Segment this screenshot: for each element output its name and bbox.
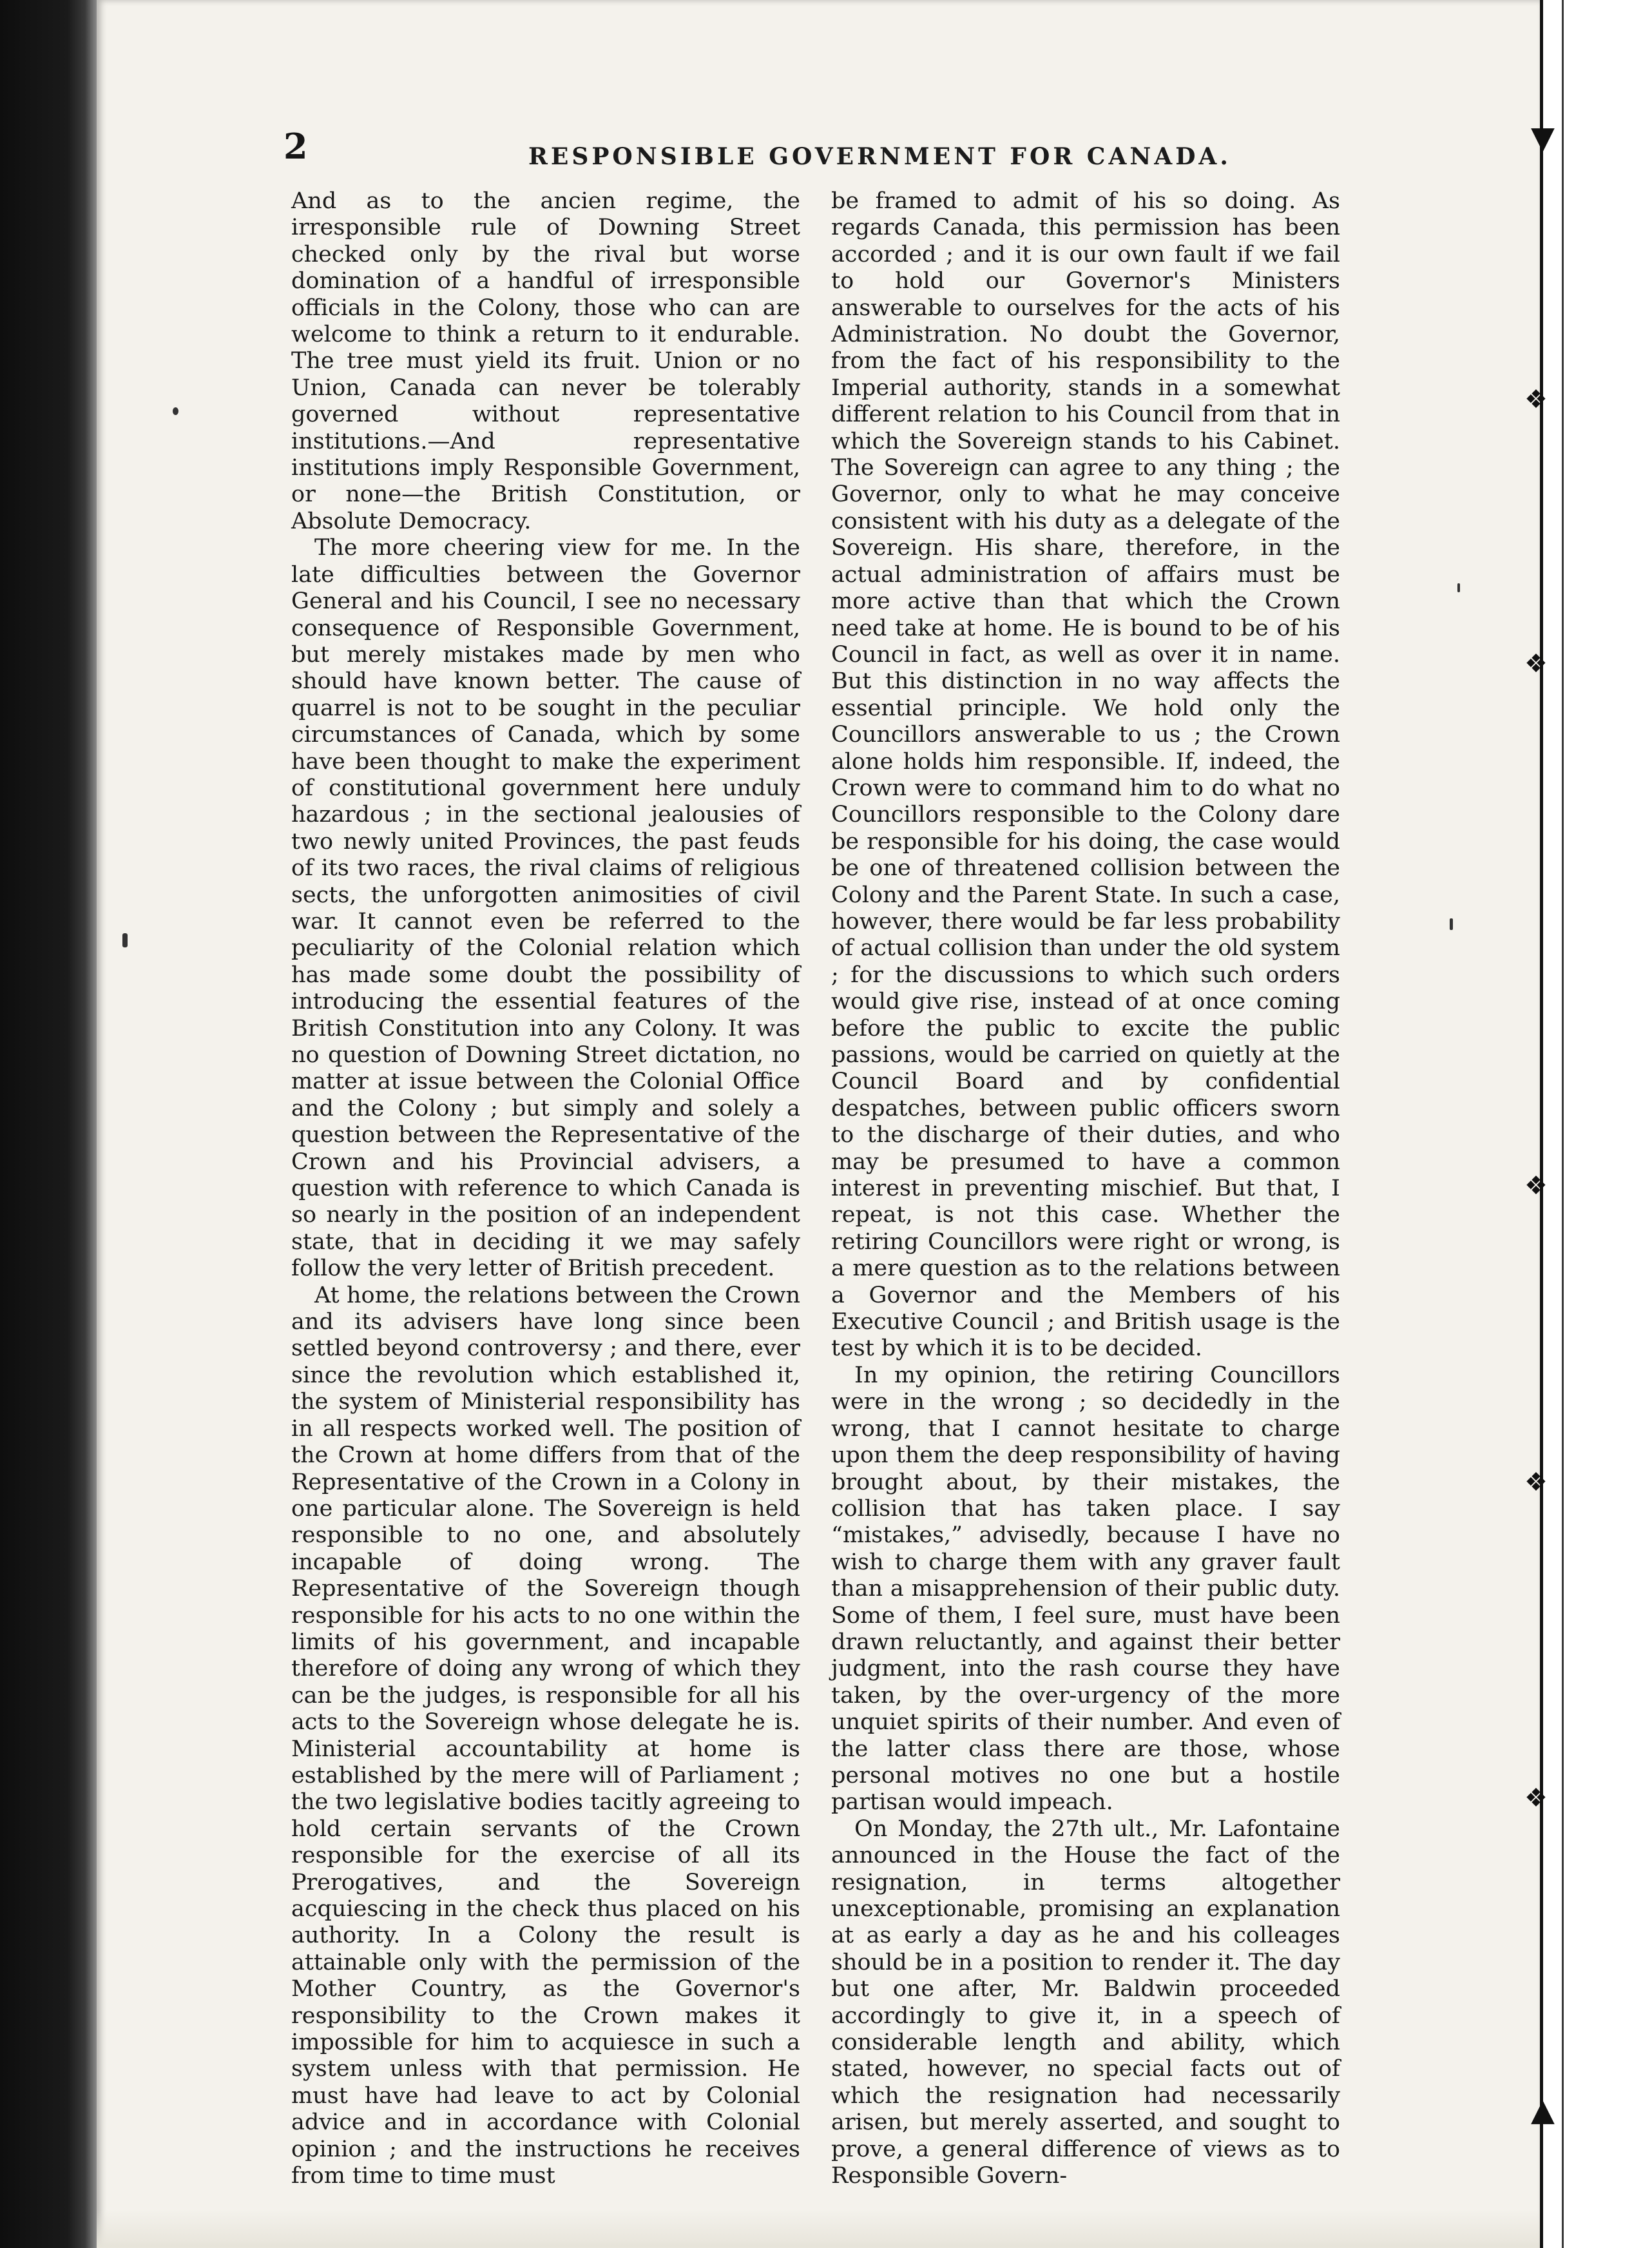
scan-speck (122, 933, 128, 947)
text-column-right (831, 188, 1340, 2189)
scan-speck (1450, 918, 1453, 930)
binding-mark-icon: ▼ (1531, 120, 1555, 156)
binding-mark-icon: ▲ (1531, 2092, 1555, 2128)
text-column-left (291, 188, 800, 2189)
scan-speck (173, 407, 178, 415)
binding-rule (1540, 0, 1543, 2248)
binding-mark-icon: ❖ (1524, 1468, 1548, 1497)
paragraph: And as to the ancien regime, the irresponsible rule of Downing Street checked only by the rival but worse domination of a handful of irresponsible officials in the Colony, those who can are welcome to think a return to it endurable. The tree must yield its fruit. Union or no Union, Canada can never be tolerably governed without representative institutions.—And representative institutions imply Responsible Government, or none—the British Constitution, or Absolute Democracy. (291, 188, 800, 534)
binding-mark-icon: ❖ (1524, 385, 1548, 414)
paragraph: At home, the relations between the Crown and its advisers have long since been settled beyond controversy ; and there, ever since the revolution which established it, the system of Ministerial responsibility has in all respects worked well. The position of the Crown at home differs from that of the Representative of the Crown in a Colony in one particular alone. The Sovereign is held responsible to no one, and absolutely incapable of doing wrong. The Representative of the Sovereign though responsible for his acts to no one within the limits of his government, and incapable therefore of doing any wrong of which they can be the judges, is responsible for all his acts to the Sovereign whose delegate he is. Ministerial accountability at home is established by the mere will of Parliament ; the two legislative bodies tacitly agreeing to hold certain servants of the Crown responsible for the exercise of all its Prerogatives, and the Sovereign acquiescing in the check thus placed on his authority. In a Colony the result is attainable only with the permission of the Mother Country, as the Governor's responsibility to the Crown makes it impossible for him to acquiesce in such a system unless with that permission. He must have had leave to act by Colonial advice and in accordance with Colonial opinion ; and the instructions he receives from time to time must (291, 1282, 800, 2189)
scan-speck (1457, 583, 1460, 592)
binding-strip (1540, 0, 1652, 2248)
paragraph: be framed to admit of his so doing. As regards Canada, this permission has been accorded ; and it is our own fault if we fail to hold our Governor's Ministers answerable to ourselves for the acts of his Administration. No doubt the Governor, from the fact of his responsibility to the Imperial authority, stands in a somewhat different relation to his Council from that in which the Sovereign stands to his Cabinet. The Sovereign can agree to any thing ; the Governor, only to what he may conceive consistent with his duty as a delegate of the Sovereign. His share, therefore, in the actual administration of affairs must be more active than that which the Crown need take at home. He is bound to be of his Council in fact, as well as over it in name. But this distinction in no way affects the essential principle. We hold only the Councillors answerable to us ; the Crown alone holds him responsible. If, indeed, the Crown were to command him to do what no Councillors responsible to the Colony dare be responsible for his doing, the case would be one of threatened collision between the Colony and the Parent State. In such a case, however, there would be far less probability of actual collision than under the old system ; for the discussions to which such orders would give rise, instead of at once coming before the public to excite the public passions, would be carried on quietly at the Council Board and by confidential despatches, between public officers sworn to the discharge of their duties, and who may be presumed to have a common interest in preventing mischief. But that, I repeat, is not this case. Whether the retiring Councillors were right or wrong, is a mere question as to the relations between a Governor and the Members of his Executive Council ; and British usage is the test by which it is to be decided. (831, 188, 1340, 1362)
binding-rule-inner (1562, 0, 1564, 2248)
binding-mark-icon: ❖ (1524, 649, 1548, 679)
binding-mark-icon: ❖ (1524, 1171, 1548, 1201)
paragraph: In my opinion, the retiring Councillors were in the wrong ; so decidedly in the wrong, that I cannot hesitate to charge upon them the deep responsibility of having brought about, by their mistakes, the collision that has taken place. I say “mistakes,” advisedly, because I have no wish to charge them with any graver fault than a misapprehension of their public duty. Some of them, I feel sure, must have been drawn reluctantly, and against their better judgment, into the rash course they have taken, by the over-urgency of the more unquiet spirits of their number. And even of the latter class there are those, whose personal motives no one but a hostile partisan would impeach. (831, 1362, 1340, 1816)
page-number: 2 (283, 126, 308, 167)
paragraph: The more cheering view for me. In the late difficulties between the Governor General and his Council, I see no necessary consequence of Responsible Government, but merely mistakes made by men who should have known better. The cause of quarrel is not to be sought in the peculiar circumstances of Canada, which by some have been thought to make the experiment of constitutional government here unduly hazardous ; in the sectional jealousies of two newly united Provinces, the past feuds of its two races, the rival claims of religious sects, the unforgotten animosities of civil war. It cannot even be referred to the peculiarity of the Colonial relation which has made some doubt the possibility of introducing the essential features of the British Constitution into any Colony. It was no question of Downing Street dictation, no matter at issue between the Colonial Office and the Colony ; but simply and solely a question between the Representative of the Crown and his Provincial advisers, a question with reference to which Canada is so nearly in the position of an independent state, that in deciding it we may safely follow the very letter of British precedent. (291, 535, 800, 1282)
binding-mark-icon: ❖ (1524, 1783, 1548, 1813)
scan-border-left (0, 0, 97, 2248)
paragraph: On Monday, the 27th ult., Mr. Lafontaine announced in the House the fact of the resignation, in terms altogether unexceptionable, promising an explanation at as early a day as he and his colleages should be in a position to render it. The day but one after, Mr. Baldwin proceeded accordingly to give it, in a speech of considerable length and ability, which stated, however, no special facts out of which the resignation had necessarily arisen, but merely asserted, and sought to prove, a general difference of views as to Responsible Govern- (831, 1816, 1340, 2189)
running-title: RESPONSIBLE GOVERNMENT FOR CANADA. (528, 143, 1231, 170)
